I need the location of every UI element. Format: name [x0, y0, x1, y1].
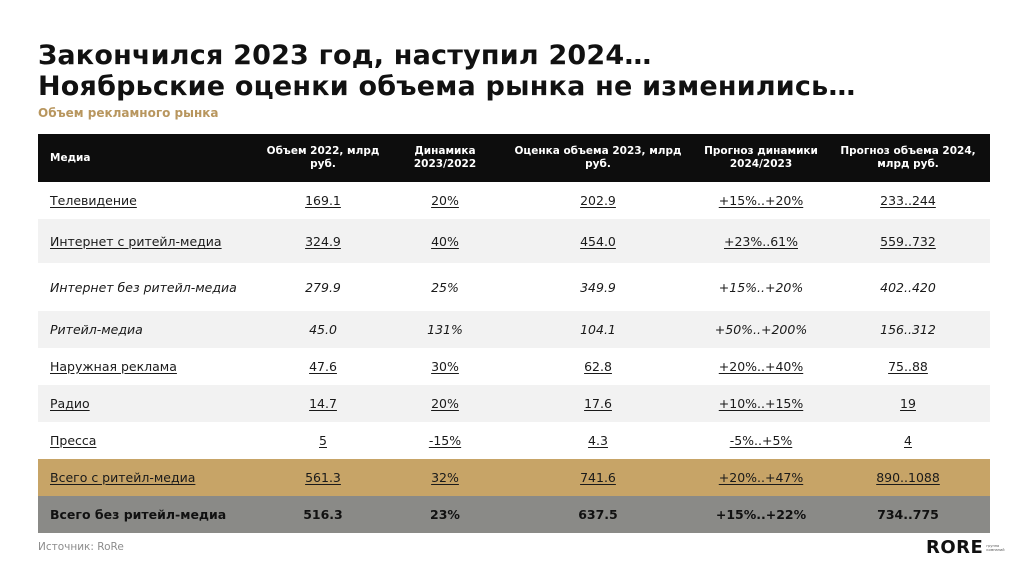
- cell-link[interactable]: +10%..+15%: [718, 396, 804, 411]
- row-label: Интернет без ритейл-медиа: [50, 279, 237, 295]
- cell-link[interactable]: 202.9: [580, 193, 616, 208]
- table-row: [38, 182, 990, 219]
- header-media: Медиа: [38, 134, 256, 182]
- cell-value: 402..420: [880, 279, 936, 295]
- header-estimate-2023: Оценка объема 2023, млрд руб.: [500, 134, 696, 182]
- row-label-link[interactable]: Радио: [50, 396, 90, 411]
- cell-link[interactable]: 30%: [431, 359, 459, 374]
- cell-link[interactable]: 19: [900, 396, 916, 411]
- cell-link[interactable]: 454.0: [580, 233, 616, 249]
- row-label-link[interactable]: Пресса: [50, 433, 97, 448]
- cell-link[interactable]: 32%: [431, 470, 459, 485]
- ad-market-table: [38, 134, 990, 533]
- table-row: [38, 219, 990, 263]
- cell-value: 349.9: [580, 279, 616, 295]
- cell-link[interactable]: 17.6: [584, 396, 612, 411]
- table-row: [38, 385, 990, 422]
- cell-value: 25%: [431, 279, 459, 295]
- table-row: [38, 348, 990, 385]
- cell-link[interactable]: +15%..+20%: [718, 193, 804, 208]
- cell-link[interactable]: -15%: [428, 433, 462, 448]
- row-label-link[interactable]: Телевидение: [50, 193, 137, 208]
- title-line-1: Закончился 2023 год, наступил 2024…: [38, 40, 652, 71]
- page-title: [38, 40, 856, 102]
- cell-value: 156..312: [826, 311, 990, 348]
- header-dynamics-2023-2022: Динамика 2023/2022: [390, 134, 500, 182]
- source-note: Источник: RoRe: [38, 541, 124, 553]
- cell-value: 734..775: [826, 496, 990, 533]
- cell-link[interactable]: 233..244: [880, 193, 936, 208]
- cell-link[interactable]: 20%: [431, 193, 459, 208]
- cell-value: 131%: [390, 311, 500, 348]
- cell-link[interactable]: +23%..61%: [724, 233, 798, 249]
- cell-link[interactable]: 890..1088: [876, 470, 940, 485]
- cell-link[interactable]: 561.3: [305, 470, 341, 485]
- cell-value: 23%: [390, 496, 500, 533]
- table-row: [38, 422, 990, 459]
- cell-value: 516.3: [256, 496, 390, 533]
- cell-value: 45.0: [256, 311, 390, 348]
- cell-link[interactable]: 324.9: [305, 233, 341, 249]
- cell-value: 104.1: [500, 311, 696, 348]
- header-forecast-dynamics: Прогноз динамики 2024/2023: [696, 134, 826, 182]
- cell-link[interactable]: 62.8: [584, 359, 612, 374]
- cell-link[interactable]: -5%..+5%: [729, 433, 793, 448]
- row-label: Всего без ритейл-медиа: [38, 496, 256, 533]
- cell-value: +50%..+200%: [696, 311, 826, 348]
- cell-value: +15%..+22%: [696, 496, 826, 533]
- cell-link[interactable]: 20%: [431, 396, 459, 411]
- table-row-total-without-retail: [38, 496, 990, 533]
- header-volume-2022: Объем 2022, млрд руб.: [256, 134, 390, 182]
- cell-link[interactable]: 40%: [431, 233, 459, 249]
- cell-link[interactable]: 4.3: [588, 433, 608, 448]
- cell-link[interactable]: 741.6: [580, 470, 616, 485]
- row-label: Ритейл-медиа: [38, 311, 256, 348]
- cell-link[interactable]: +20%..+47%: [718, 470, 804, 485]
- cell-link[interactable]: 4: [904, 433, 912, 448]
- row-label-link[interactable]: Всего с ритейл-медиа: [50, 470, 196, 485]
- cell-value: 637.5: [500, 496, 696, 533]
- title-line-2: Ноябрьские оценки объема рынка не изменились…: [38, 71, 856, 102]
- table-row: [38, 311, 990, 348]
- cell-value: 279.9: [305, 279, 341, 295]
- row-label-link[interactable]: Интернет с ритейл-медиа: [50, 233, 222, 249]
- rore-logo: [926, 537, 1008, 558]
- logo-tagline: группа компаний: [986, 543, 1005, 552]
- logo-wordmark: RORE: [926, 537, 984, 558]
- cell-link[interactable]: 14.7: [309, 396, 337, 411]
- row-label-link[interactable]: Наружная реклама: [50, 359, 177, 374]
- cell-link[interactable]: +20%..+40%: [718, 359, 804, 374]
- cell-link[interactable]: 5: [319, 433, 327, 448]
- cell-value: +15%..+20%: [718, 279, 804, 295]
- table-row-total-with-retail: [38, 459, 990, 496]
- section-subtitle: Объем рекламного рынка: [38, 106, 219, 120]
- table-header-row: [38, 134, 990, 182]
- header-forecast-volume-2024: Прогноз объема 2024, млрд руб.: [826, 134, 990, 182]
- cell-link[interactable]: 169.1: [305, 193, 341, 208]
- cell-link[interactable]: 559..732: [880, 233, 936, 249]
- cell-link[interactable]: 47.6: [309, 359, 337, 374]
- table-row: [38, 263, 990, 311]
- cell-link[interactable]: 75..88: [888, 359, 928, 374]
